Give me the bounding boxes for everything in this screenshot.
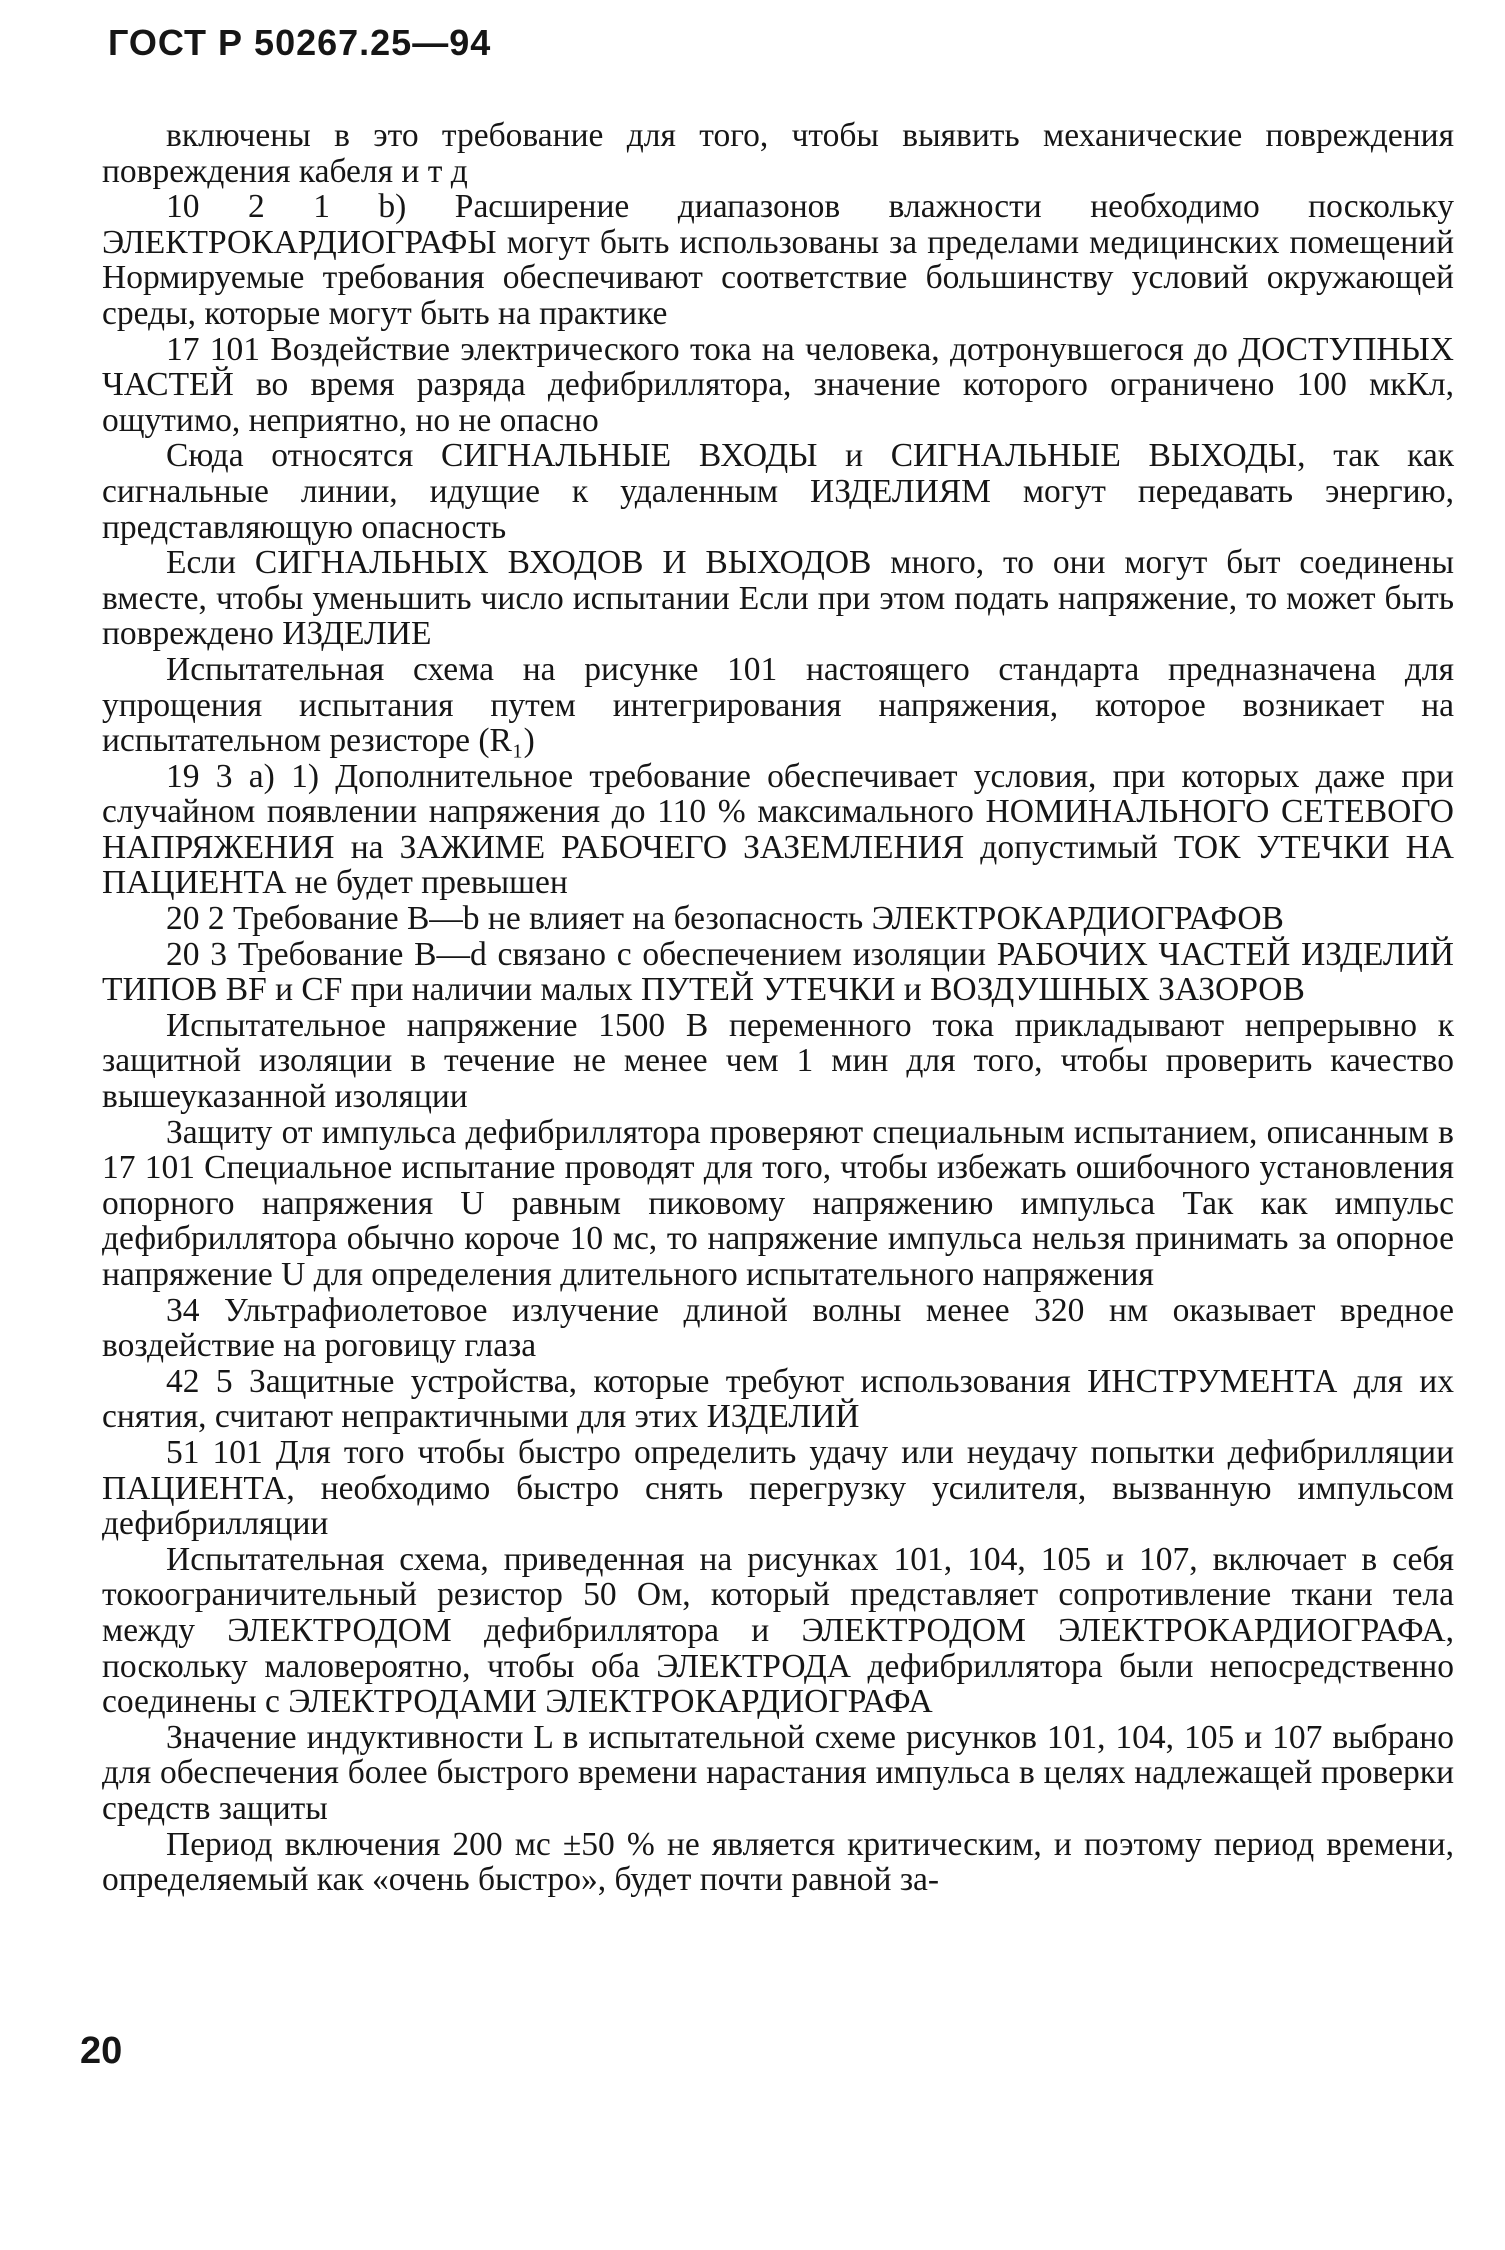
paragraph-cable-damage: включены в это требование для того, чтобы выявить механические повреждения повреждения кабеля и т д (102, 117, 1454, 190)
paragraph-10-2-1-b: 10 2 1 b) Расширение диапазонов влажности необходимо поскольку ЭЛЕКТРОКАРДИОГРАФЫ могут быть использованы за пределами медицинских помещений Нормируемые требования обеспечивают соответствие большинству условий окружающей среды, которые могут быть на практике (102, 188, 1454, 332)
paragraph-test-circuit-101: Испытательная схема на рисунке 101 настоящего стандарта предназначена для упрощения испытания путем интегрирования напряжения, которое возникает на испытательном резисторе (R₁) (102, 650, 1454, 760)
standard-designation: ГОСТ Р 50267.25—94 (108, 22, 492, 63)
paragraph-inductance-l: Значение индуктивности L в испытательной схеме рисунков 101, 104, 105 и 107 выбрано для обеспечения более быстрого времени нарастания импульса в целях надлежащей проверки средств защиты (102, 1718, 1454, 1827)
paragraph-17-101: 17 101 Воздействие электрического тока на человека, дотронувшегося до ДОСТУПНЫХ ЧАСТЕЙ во время разряда дефибриллятора, значение которого ограничено 100 мкКл, ощутимо, неприятно, но не опасно (102, 330, 1454, 439)
paragraph-current-limiting-resistor: Испытательная схема, приведенная на рисунках 101, 104, 105 и 107, включает в себя токоограничительный резистор 50 Ом, который представляет сопротивление ткани тела между ЭЛЕКТРОДОМ дефибриллятора и ЭЛЕКТРОДОМ ЭЛЕКТРОКАРДИОГРАФА, поскольку маловероятно, чтобы оба ЭЛЕКТРОДА дефибриллятора были непосредственно соединены с ЭЛЕКТРОДАМИ ЭЛЕКТРОКАРДИОГРАФА (102, 1540, 1454, 1721)
paragraph-defibrillator-protection: Защиту от импульса дефибриллятора проверяют специальным испытанием, описанным в 17 101 Специальное испытание проводят для того, чтобы избежать ошибочного установления опорного напряжения U равным пиковому напряжению импульса Так как импульс дефибриллятора обычно короче 10 мс, то напряжение импульса нельзя принимать за опорное напряжение U для определения длительного испытательного напряжения (102, 1113, 1454, 1293)
paragraph-test-voltage-1500: Испытательное напряжение 1500 В переменного тока прикладывают непрерывно к защитной изоляции в течение не менее чем 1 мин для того, чтобы проверить качество вышеуказанной изоляции (102, 1006, 1454, 1116)
paragraph-19-3-a-1: 19 3 а) 1) Дополнительное требование обеспечивает условия, при которых даже при случайном появлении напряжения до 110 % максимального НОМИНАЛЬНОГО СЕТЕВОГО НАПРЯЖЕНИЯ на ЗАЖИМЕ РАБОЧЕГО ЗАЗЕМЛЕНИЯ допустимый ТОК УТЕЧКИ НА ПАЦИЕНТА не будет превышен (102, 757, 1454, 902)
paragraph-many-inputs: Если СИГНАЛЬНЫХ ВХОДОВ И ВЫХОДОВ много, то они могут быт соединены вместе, чтобы уменьшить число испытании Если при этом подать напряжение, то может быть повреждено ИЗДЕЛИЕ (102, 544, 1454, 653)
paragraph-switching-period: Период включения 200 мс ±50 % не является критическим, и поэтому период времени, определяемый как «очень быстро», будет почти равной за- (102, 1825, 1454, 1899)
page-number: 20 (80, 2030, 123, 2072)
paragraph-42-5: 42 5 Защитные устройства, которые требуют использования ИНСТРУМЕНТА для их снятия, считают непрактичными для этих ИЗДЕЛИЙ (102, 1362, 1454, 1436)
paragraph-51-101: 51 101 Для того чтобы быстро определить удачу или неудачу попытки дефибрилляции ПАЦИЕНТА, необходимо быстро снять перегрузку усилителя, вызванную импульсом дефибрилляции (102, 1433, 1454, 1543)
paragraph-20-3: 20 3 Требование B—d связано с обеспечением изоляции РАБОЧИХ ЧАСТЕЙ ИЗДЕЛИЙ ТИПОВ BF и CF при наличии малых ПУТЕЙ УТЕЧКИ и ВОЗДУШНЫХ ЗАЗОРОВ (102, 935, 1454, 1009)
body-text (102, 118, 1454, 1898)
paragraph-signal-io: Сюда относятся СИГНАЛЬНЫЕ ВХОДЫ и СИГНАЛЬНЫЕ ВЫХОДЫ, так как сигнальные линии, идущие к удаленным ИЗДЕЛИЯМ могут передавать энергию, представляющую опасность (102, 437, 1454, 546)
paragraph-34-ultraviolet: 34 Ультрафиолетовое излучение длиной волны менее 320 нм оказывает вредное воздействие на роговицу глаза (102, 1291, 1454, 1365)
paragraph-20-2: 20 2 Требование B—b не влияет на безопасность ЭЛЕКТРОКАРДИОГРАФОВ (166, 900, 1284, 938)
